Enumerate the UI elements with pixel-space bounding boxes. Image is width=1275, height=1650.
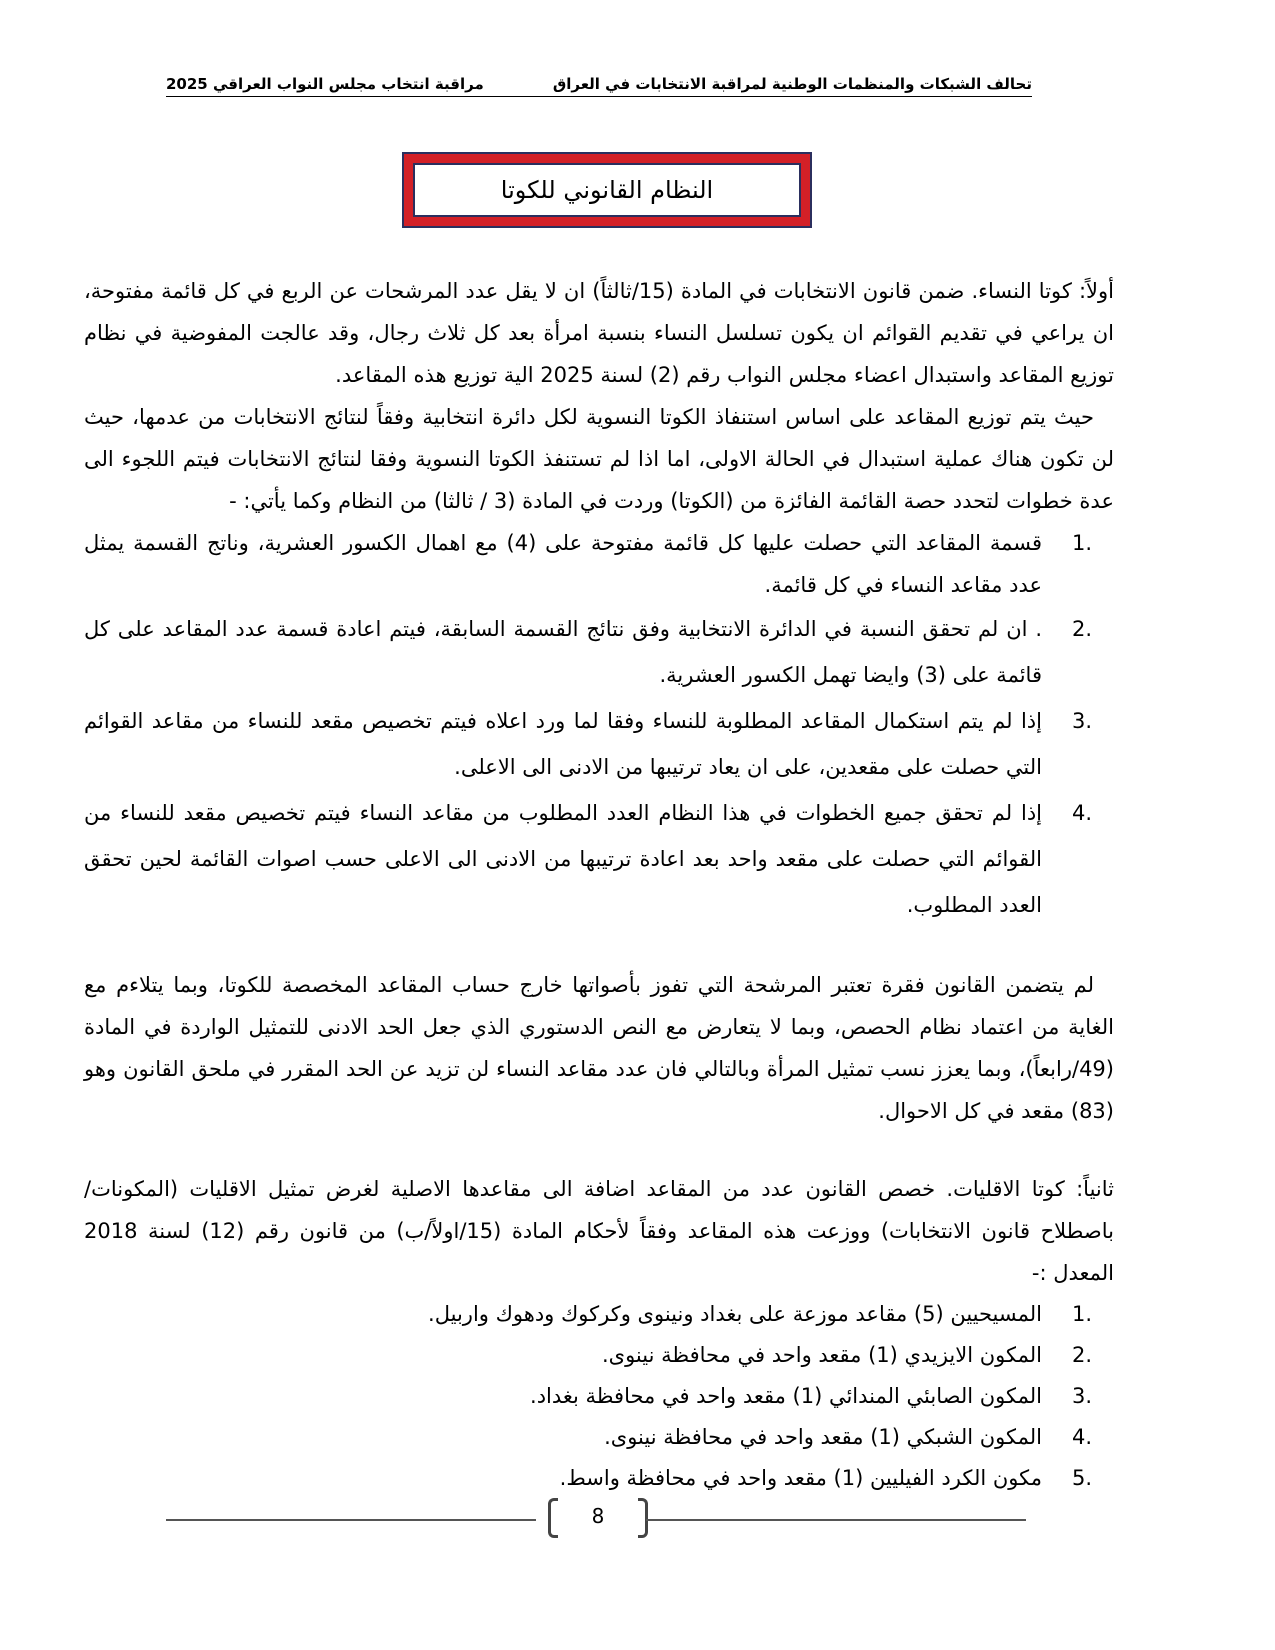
spacer	[84, 928, 1114, 964]
list-item	[84, 1376, 1114, 1417]
women-quota-note: لم يتضمن القانون فقرة تعتبر المرشحة التي تفوز بأصواتها خارج حساب المقاعد المخصصة للكوتا، وبما يتلاءم مع الغاية من اعتماد نظام الحصص، وبما لا يتعارض مع النص الدستوري الذي جعل الحد الادنى للتمثيل الواردة في المادة (49/رابعاً)، وبما يعزز نسب تمثيل المرأة وبالتالي فان عدد مقاعد النساء لن تزيد عن الحد المقرر في ملحق القانون وهو (83) مقعد في كل الاحوال.	[84, 973, 1114, 1123]
list-item	[84, 698, 1114, 790]
list-number: 3.	[1071, 709, 1092, 733]
list-item-text: إذا لم تحقق جميع الخطوات في هذا النظام العدد المطلوب من مقاعد النساء فيتم تخصيص مقعد للنساء من القوائم التي حصلت على مقعد واحد بعد اعادة ترتيبها من الادنى الى الاعلى حسب اصوات القائمة لحين تحقق العدد المطلوب.	[84, 801, 1042, 917]
section-title-inner	[413, 163, 801, 217]
list-number: 2.	[1071, 617, 1092, 641]
footer-rule-left	[166, 1519, 536, 1521]
right-bracket-icon	[638, 1498, 648, 1538]
list-item	[84, 1458, 1114, 1499]
list-number: 1.	[1071, 1302, 1092, 1326]
list-item-text: المكون الصابئي المندائي (1) مقعد واحد في محافظة بغداد.	[530, 1384, 1042, 1408]
spacer	[84, 1132, 1114, 1168]
list-number: 3.	[1071, 1384, 1092, 1408]
left-bracket-icon	[548, 1498, 558, 1538]
list-item	[84, 1417, 1114, 1458]
footer-rule-right	[646, 1519, 1026, 1521]
list-number: 5.	[1071, 1466, 1092, 1490]
minorities-quota-intro: ثانياً: كوتا الاقليات. خصص القانون عدد من المقاعد اضافة الى مقاعدها الاصلية لغرض تمثيل الاقليات (المكونات/باصطلاح قانون الانتخابات) ووزعت هذه المقاعد وفقاً لأحكام المادة (15/اولاً/ب) من قانون رقم (12) لسنة 2018 المعدل :-	[84, 1177, 1114, 1285]
list-item	[84, 1335, 1114, 1376]
list-item	[84, 606, 1114, 698]
list-number: 2.	[1071, 1343, 1092, 1367]
minorities-seats-list	[84, 1294, 1114, 1499]
quota-steps-list	[84, 522, 1114, 928]
list-number: 1.	[1071, 531, 1092, 555]
women-quota-distribution: حيث يتم توزيع المقاعد على اساس استنفاذ الكوتا النسوية لكل دائرة انتخابية وفقاً لنتائج الانتخابات من عدمها، حيث لن تكون هناك عملية استبدال في الحالة الاولى، اما اذا لم تستنفذ الكوتا النسوية وفقا لنتائج الانتخابات فيتم اللجوء الى عدة خطوات لتحدد حصة القائمة الفائزة من (الكوتا) وردت في المادة (3 / ثالثا) من النظام وكما يأتي: -	[84, 405, 1114, 513]
page-number: 8	[591, 1504, 605, 1528]
list-number: 4.	[1071, 801, 1092, 825]
section-title: النظام القانوني للكوتا	[500, 176, 714, 204]
list-item-text: . ان لم تحقق النسبة في الدائرة الانتخابية وفق نتائج القسمة السابقة، فيتم اعادة قسمة عدد المقاعد على كل قائمة على (3) وايضا تهمل الكسور العشرية.	[84, 617, 1042, 687]
page-footer	[166, 1498, 1026, 1542]
header-organization: تحالف الشبكات والمنظمات الوطنية لمراقبة الانتخابات في العراق	[552, 75, 1032, 93]
list-item	[84, 790, 1114, 928]
list-number: 4.	[1071, 1425, 1092, 1449]
running-header	[166, 72, 1032, 97]
women-quota-intro: أولاً: كوتا النساء. ضمن قانون الانتخابات في المادة (15/ثالثاً) ان لا يقل عدد المرشحات عن الربع في كل قائمة مفتوحة، ان يراعي في تقديم القوائم ان يكون تسلسل النساء بنسبة امرأة بعد كل ثلاث رجال، وقد عالجت المفوضية في نظام توزيع المقاعد واستبدال اعضاء مجلس النواب رقم (2) لسنة 2025 الية توزيع هذه المقاعد.	[84, 279, 1114, 387]
section-title-frame	[402, 152, 812, 228]
list-item-text: المكون الشبكي (1) مقعد واحد في محافظة نينوى.	[604, 1425, 1042, 1449]
list-item-text: مكون الكرد الفيليين (1) مقعد واحد في محافظة واسط.	[559, 1466, 1042, 1490]
list-item-text: قسمة المقاعد التي حصلت عليها كل قائمة مفتوحة على (4) مع اهمال الكسور العشرية، وناتج القسمة يمثل عدد مقاعد النساء في كل قائمة.	[84, 531, 1042, 597]
header-report-title: مراقبة انتخاب مجلس النواب العراقي 2025	[166, 75, 484, 93]
list-item	[84, 1294, 1114, 1335]
list-item-text: المسيحيين (5) مقاعد موزعة على بغداد ونينوى وكركوك ودهوك واربيل.	[428, 1302, 1042, 1326]
document-body	[84, 270, 1114, 1499]
list-item-text: إذا لم يتم استكمال المقاعد المطلوبة للنساء وفقا لما ورد اعلاه فيتم تخصيص مقعد للنساء من مقاعد القوائم التي حصلت على مقعدين، على ان يعاد ترتيبها من الادنى الى الاعلى.	[84, 709, 1042, 779]
list-item	[84, 522, 1114, 606]
list-item-text: المكون الايزيدي (1) مقعد واحد في محافظة نينوى.	[601, 1343, 1042, 1367]
